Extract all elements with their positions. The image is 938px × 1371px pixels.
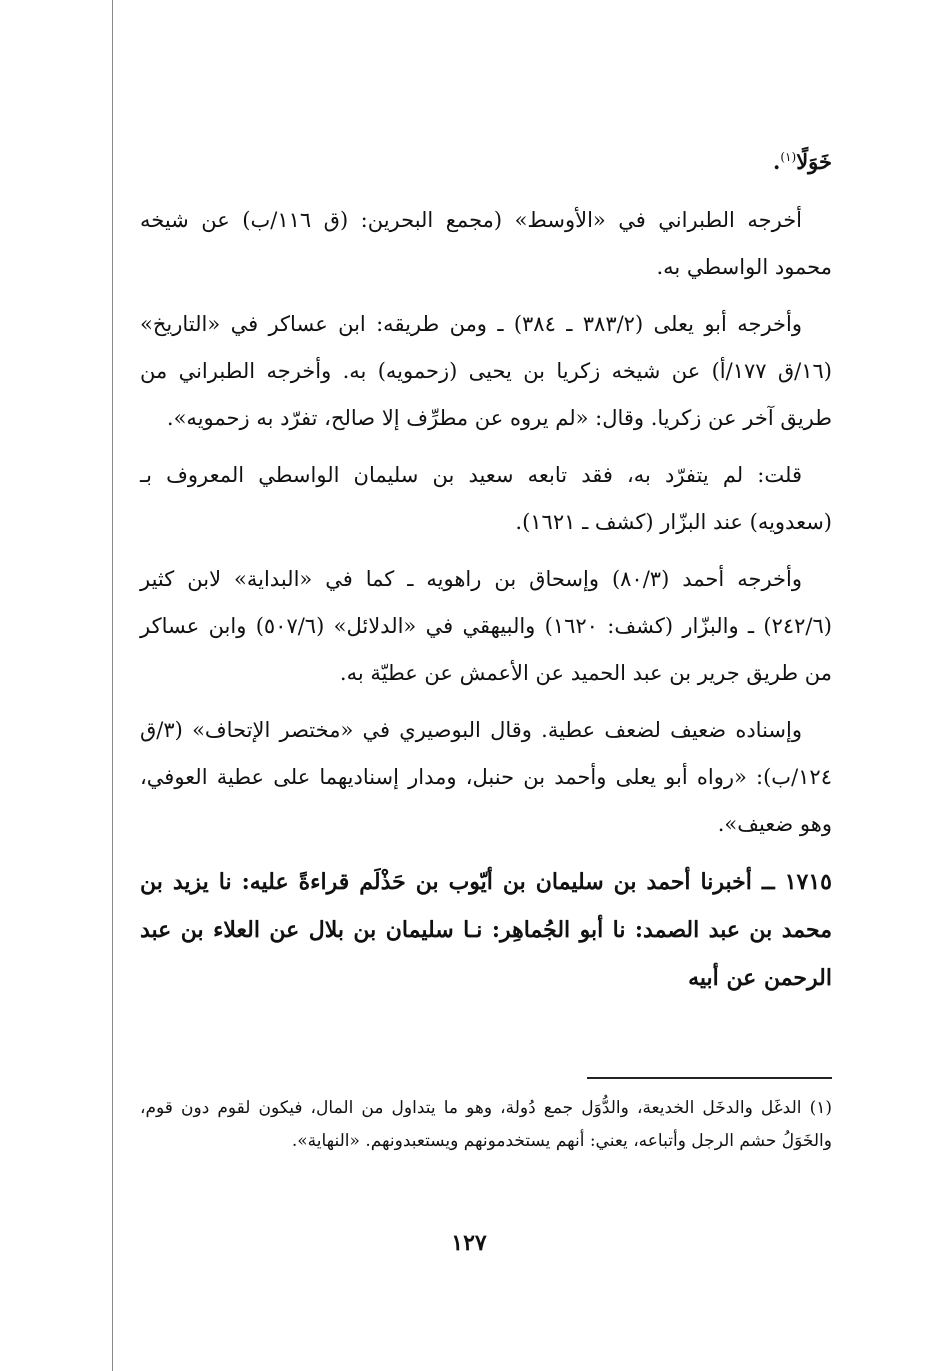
paragraph-5: وإسناده ضعيف لضعف عطية. وقال البوصيري في «مختصر الإتحاف» (٣/ق ١٢٤/ب): «رواه أبو يعلى وأحمد بن حنبل، ومدار إسناديهما على عطية العوفي، وهو ضعيف». xyxy=(140,718,832,836)
paragraph-2: وأخرجه أبو يعلى (٣٨٣/٢ ـ ٣٨٤) ـ ومن طريقه: ابن عساكر في «التاريخ» (١٦/ق ١٧٧/أ) عن شيخه زكريا بن يحيى (زحمويه) به. وأخرجه الطبراني من طريق آخر عن زكريا. وقال: «لم يروه عن مطرِّف إلا صالح، تفرّد به زحمويه». xyxy=(140,312,832,430)
paragraph-4: وأخرجه أحمد (٨٠/٣) وإسحاق بن راهويه ـ كما في «البداية» لابن كثير (٢٤٢/٦) ـ والبزّار (كشف: ١٦٢٠) والبيهقي في «الدلائل» (٥٠٧/٦) وابن عساكر من طريق جرير بن عبد الحميد عن الأعمش عن عطيّة به. xyxy=(140,567,832,685)
paragraph-3: قلت: لم يتفرّد به، فقد تابعه سعيد بن سليمان الواسطي المعروف بـ (سعدويه) عند البزّار (كشف ـ ١٦٢١). xyxy=(140,463,832,534)
footnote-divider xyxy=(587,1077,832,1079)
paragraph-1: أخرجه الطبراني في «الأوسط» (مجمع البحرين: (ق ١١٦/ب) عن شيخه محمود الواسطي به. xyxy=(140,208,832,279)
page-number: ١٢٧ xyxy=(451,1230,487,1256)
opening-line xyxy=(140,134,832,185)
footnote: (١) الدغَل والدخَل الخديعة، والدُّوَل جمع دُولة، وهو ما يتداول من المال، فيكون لقوم دون قوم، والخَوَلُ حشم الرجل وأتباعه، يعني: أنهم يستخدمونهم ويستعبدونهم. «النهاية». xyxy=(140,1098,832,1151)
page-body xyxy=(140,134,832,1002)
margin-line xyxy=(112,0,113,1371)
opening-line-end: . xyxy=(773,149,781,174)
footnote-reference: (١) xyxy=(780,150,797,164)
opening-word: خَوَلًا xyxy=(796,149,832,174)
hadith-1715: ١٧١٥ ــ أخبرنا أحمد بن سليمان بن أيّوب بن حَذْلَم قراءةً عليه: نا يزيد بن محمد بن عبد الصمد: نا أبو الجُماهِر: نـا سليمان بن بلال عن العلاء بن عبد الرحمن عن أبيه xyxy=(140,869,832,991)
